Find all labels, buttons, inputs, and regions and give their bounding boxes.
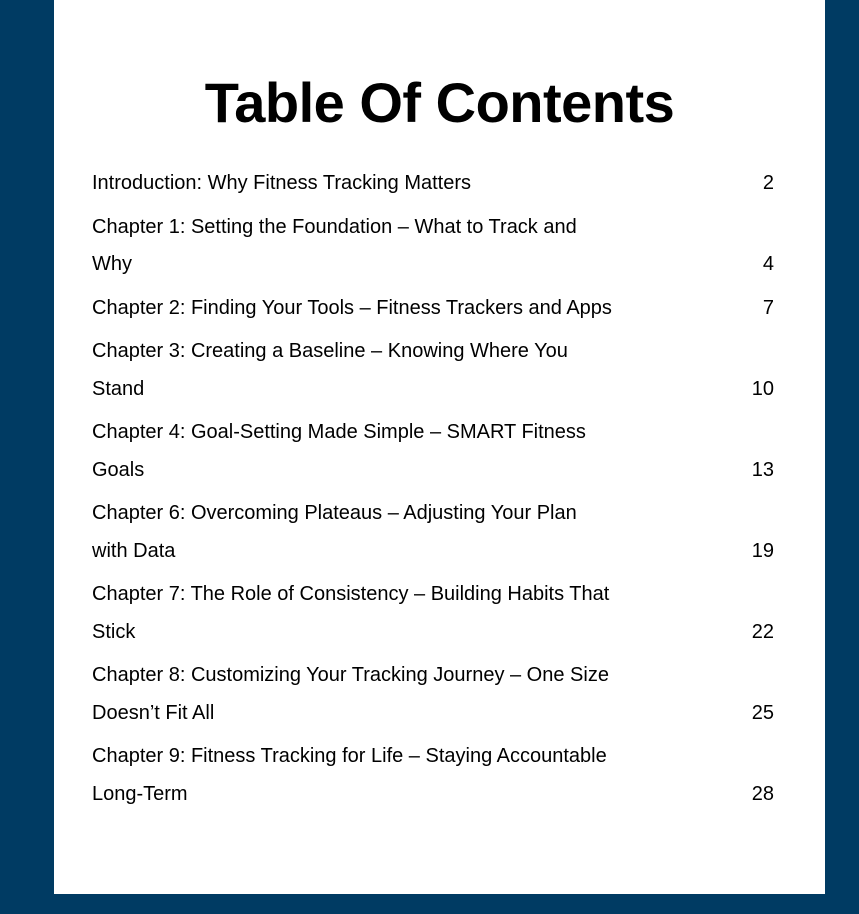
toc-entry[interactable] <box>92 576 774 651</box>
toc-entry-page: 7 <box>762 296 774 319</box>
toc-entry-title: Chapter 9: Fitness Tracking for Life – Staying Accountable Long-Term <box>92 745 607 805</box>
toc-entry[interactable] <box>92 495 774 570</box>
toc-entry-page: 28 <box>751 782 774 805</box>
toc-entry[interactable] <box>92 738 774 813</box>
toc-entry-title: Chapter 6: Overcoming Plateaus – Adjusting Your Plan with Data <box>92 502 577 562</box>
page-title: Table Of Contents <box>204 70 675 134</box>
toc-entry-page: 10 <box>751 377 774 400</box>
toc-entry-title: Chapter 4: Goal-Setting Made Simple – SMART Fitness Goals <box>92 421 586 481</box>
toc-entry-page: 4 <box>762 253 774 275</box>
table-of-contents <box>92 165 774 819</box>
toc-entry-page: 2 <box>762 172 774 194</box>
toc-entry-title: Chapter 1: Setting the Foundation – What to Track and Why <box>92 215 577 275</box>
toc-entry-page: 25 <box>751 701 774 724</box>
toc-entry-title: Chapter 2: Finding Your Tools – Fitness Trackers and Apps <box>92 296 612 319</box>
document-page <box>54 0 825 894</box>
toc-entry[interactable] <box>92 209 774 284</box>
toc-entry-title: Chapter 3: Creating a Baseline – Knowing Where You Stand <box>92 340 568 400</box>
toc-entry-page: 19 <box>751 539 774 562</box>
toc-entry[interactable] <box>92 165 774 203</box>
toc-entry[interactable] <box>92 657 774 732</box>
toc-entry[interactable] <box>92 290 774 328</box>
toc-entry-title: Introduction: Why Fitness Tracking Matters <box>92 172 472 194</box>
toc-entry-page: 22 <box>751 620 774 643</box>
toc-entry[interactable] <box>92 414 774 489</box>
toc-entry-page: 13 <box>751 458 774 481</box>
toc-entry-title: Chapter 7: The Role of Consistency – Building Habits That Stick <box>92 583 610 643</box>
toc-entry-title: Chapter 8: Customizing Your Tracking Journey – One Size Doesn’t Fit All <box>92 664 609 724</box>
toc-entry[interactable] <box>92 333 774 408</box>
